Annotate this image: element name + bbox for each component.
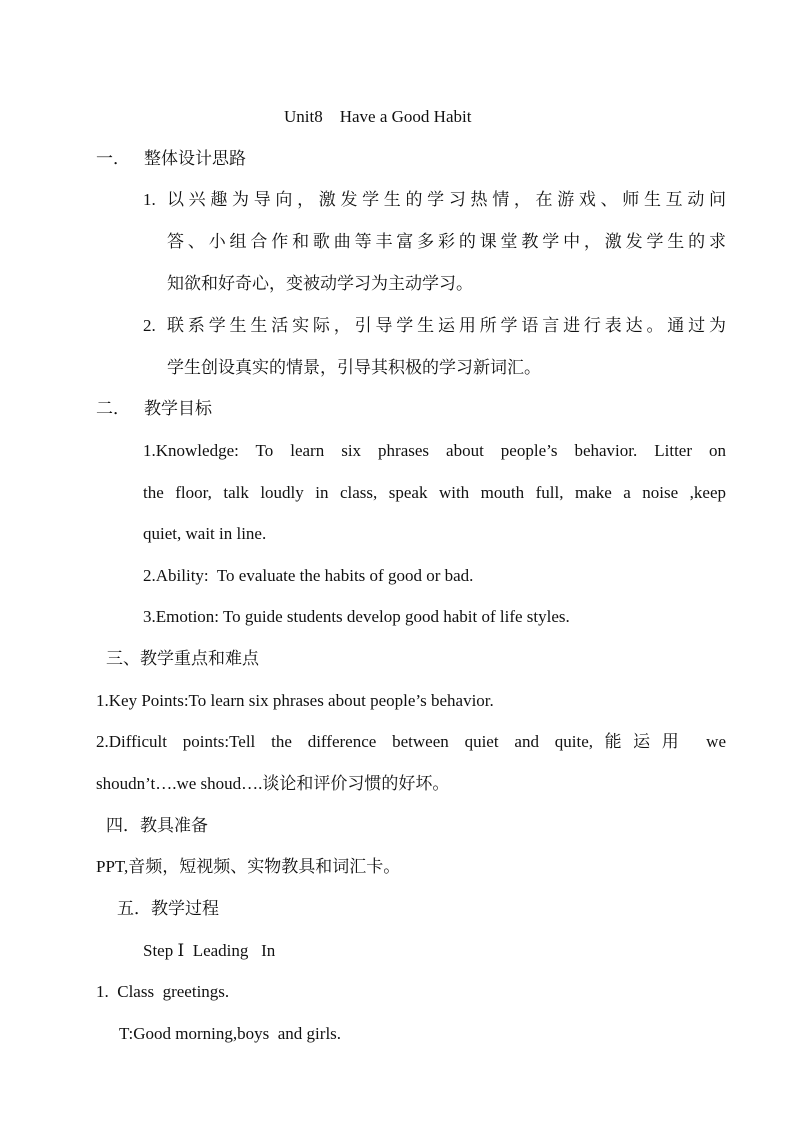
section-1-item-1-line-2: 答、小组合作和歌曲等丰富多彩的课堂教学中，激发学生的求 [167,232,726,251]
document-title: Unit8 Have a Good Habit [284,107,472,126]
section-5-heading: 五．教学过程 [117,899,219,918]
teaching-aids: PPT,音频，短视频、实物教具和词汇卡。 [96,857,401,876]
section-3-heading: 三、教学重点和难点 [106,649,259,668]
section-2-title: 教学目标 [144,399,212,418]
section-1-item-1-line-1: 1. 以兴趣为导向，激发学生的学习热情，在游戏、师生互动问 [143,190,726,209]
section-2-heading [96,398,212,420]
objective-knowledge-line-3: quiet, wait in line. [143,524,267,543]
objective-emotion: 3.Emotion: To guide students develop good habit of life styles. [143,607,570,626]
section-1-item-2-number: 2. [143,316,156,335]
section-1-item-1-number: 1. [143,190,156,209]
difficult-points-line-1: 2.Difficult points:Tell the difference between quiet and quite,能运用 we [96,732,726,751]
section-1-number: 一． [96,149,130,168]
section-1-item-1-line-3: 知欲和好奇心，变被动学习为主动学习。 [167,274,473,293]
objective-knowledge-line-1: 1.Knowledge: To learn six phrases about people’s behavior. Litter on [143,441,726,460]
difficult-points-line-2: shoudn’t….we shoud….谈论和评价习惯的好坏。 [96,774,450,793]
section-4-heading: 四．教具准备 [106,816,208,835]
step-leading-in: Step Ⅰ Leading In [143,941,276,960]
section-1-item-2-line-2: 学生创设真实的情景，引导其积极的学习新词汇。 [167,358,541,377]
section-1-title: 整体设计思路 [144,149,246,168]
key-points: 1.Key Points:To learn six phrases about people’s behavior. [96,691,494,710]
objective-knowledge-line-2: the floor, talk loudly in class, speak with mouth full, make a noise ,keep [143,483,726,502]
section-1-item-2-line-1: 2. 联系学生生活实际，引导学生运用所学语言进行表达。通过为 [143,316,726,335]
objective-ability: 2.Ability: To evaluate the habits of good or bad. [143,566,474,585]
dialogue-line: T:Good morning,boys and girls. [119,1024,342,1043]
process-item-1: 1. Class greetings. [96,982,230,1001]
section-1-heading [96,148,246,170]
section-2-number: 二． [96,399,130,418]
